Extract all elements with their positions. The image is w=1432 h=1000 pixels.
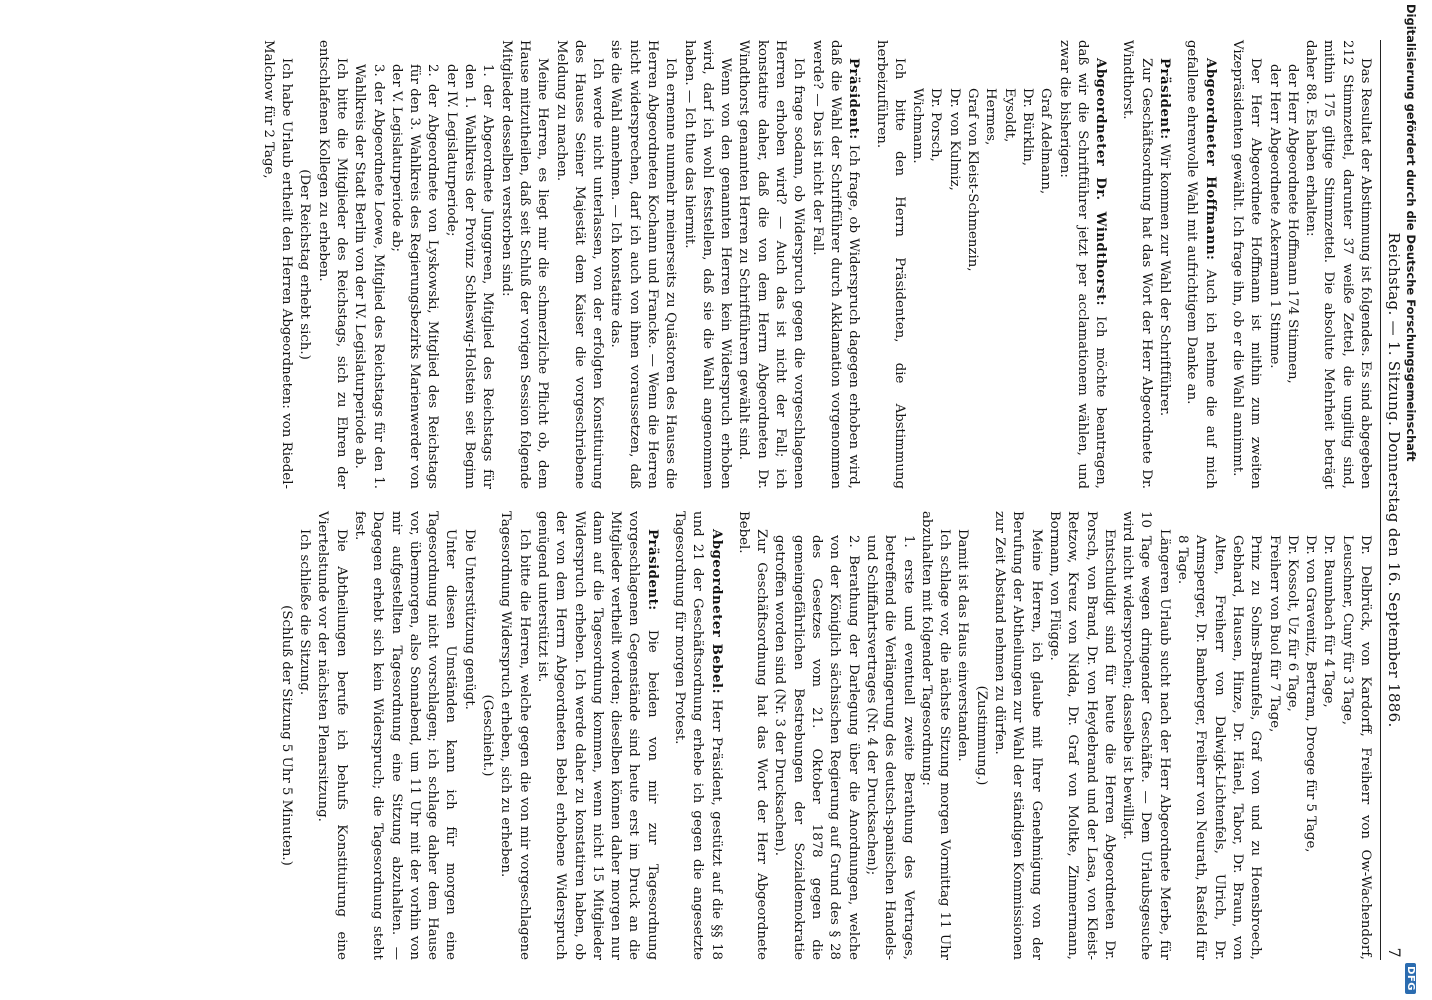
paragraph-text: Ich frage, ob Widerspruch dagegen erhoben wird, daß die Wahl der Schriftführer durch Akklamation vorgenommen werde? — Das ist nicht der Fall. xyxy=(809,40,862,489)
paragraph-text: Längeren Urlaub sucht nach der Herr Abgeordnete Merbe, für 10 Tage wegen dringender Geschäfte. — Dem Urlaubsgesuche wird nicht widersprochen; dasselbe ist bewilligt. xyxy=(1120,511,1172,960)
paragraph-text: Dr. von Gravenitz, Bertram, Droege für 5 Tage, xyxy=(1303,535,1319,853)
paragraph-text: Dr. Delbrück, von Kardorff, Freiherr von Ow-Wachendorf, Leuschner, Cuny für 3 Tage, xyxy=(1339,535,1373,960)
paragraph xyxy=(770,511,861,960)
paragraph xyxy=(496,40,551,489)
paragraph-text: Die Abtheilungen berufe ich behufs Konstituirung eine Viertelstunde vor der nächsten Plenarsitzung. xyxy=(315,511,349,960)
paragraph-text: Ich bitte die Herren, welche gegen die von mir vorgeschlagene Tagesordnung Widerspruch erheben, sich zu erheben. xyxy=(498,511,532,960)
paragraph xyxy=(1018,40,1036,489)
paragraph-text: Zur Geschäftsordnung hat das Wort der Herr Abgeordnete Bebel. xyxy=(735,511,770,960)
speaker-name: Präsident: xyxy=(1157,58,1173,140)
paragraph-gap xyxy=(1109,40,1118,489)
paragraph-text: Hermes, xyxy=(983,88,999,146)
paragraph xyxy=(926,40,944,489)
paragraph xyxy=(478,511,496,960)
paragraph xyxy=(1337,511,1374,960)
paragraph-text: Entschuldigt sind für heute die Herren Abgeordneten Dr. Porsch, von Brand, Dr. von Heydebrand und der Lasa, von Kleist-Retzow, Kreuz von Nidda, Dr. Graf von Moltke, Zimmermann, Bormann, von Flügge. xyxy=(1046,511,1117,960)
paragraph-text: Herr Präsident, gestützt auf die §§ 18 und 21 der Geschäftsordnung erhebe ich gegen die angesetzte Tagesordnung für morgen Protest. xyxy=(672,511,724,960)
page-header xyxy=(1381,40,1404,960)
paragraph xyxy=(313,511,350,960)
paragraph xyxy=(944,40,962,489)
paragraph xyxy=(1301,40,1374,489)
paragraph xyxy=(350,511,460,960)
speaker-name: Abgeordneter Hoffmann: xyxy=(1202,58,1218,261)
paragraph-text: 3. der Abgeordnete Loewe, Mitglied des Reichstags für den 1. Wahlkreis der Stadt Berlin von der IV. Legislaturperiode ab. xyxy=(352,64,386,489)
scanned-page xyxy=(90,0,1420,1000)
paragraph-text: Wir kommen zur Wahl der Schriftführer. xyxy=(1157,139,1173,417)
paragraph xyxy=(350,40,387,489)
paragraph xyxy=(971,511,989,960)
paragraph-text: 2. Berathung der Darlegung über die Anordnungen, welche von der Königlich sächsischen Regierung auf Grund des § 28 des Gesetzes vom 21. Oktober 1878 gegen die gemeingefährlichen Bestrebungen der Sozialdemokratie getroffen worden sind (Nr. 3 der Drucksachen). xyxy=(772,535,861,960)
paragraph-text: Ich habe Urlaub ertheilt den Herren Abgeordneten: von Riedel-Malchow für 2 Tage, xyxy=(260,40,295,489)
paragraph-text: Der Herr Abgeordnete Hoffmann ist mithin zum zweiten Vizepräsidenten gewählt. Ich frage ihn, ob er die Wahl annimmt. xyxy=(1229,40,1264,489)
paragraph-text: Ich werde nicht unterlassen, von der erfolgten Konstituirung des Hauses Seiner Majestät dem Kaiser die vorgeschriebene Meldung zu machen. xyxy=(553,40,606,489)
paragraph-text: Ich ernenne nunmehr meinerseits zu Quästoren des Hauses die Herren Abgeordneten Kochann und Francke. — Wenn die Herren nicht widersprechen, darf ich auch von ihnen voraussetzen, daß sie die Wahl annehmen. — Ich konstatire das. xyxy=(608,40,679,489)
paragraph xyxy=(1155,40,1173,489)
speaker-name: Abgeordneter Dr. Windthorst: xyxy=(1093,58,1109,307)
paragraph-text: Ich frage sodann, ob Widerspruch gegen die vorgeschlagenen Herren erhoben wird? — Auch das ist nicht der Fall; ich konstatire daher, daß die von dem Herrn Abgeordneten Dr. Windthorst genannten Herren zu Schriftführern gewählt sind. xyxy=(736,40,807,489)
digitization-credit xyxy=(1404,4,1418,994)
header-rule xyxy=(1380,40,1381,960)
paragraph-gap xyxy=(1219,40,1228,489)
paragraph xyxy=(276,511,294,960)
paragraph-gap xyxy=(725,511,734,960)
paragraph xyxy=(313,40,350,489)
paragraph-text: Ich bitte den Herrn Präsidenten, die Abstimmung herbeizuführen. xyxy=(873,40,907,489)
paragraph xyxy=(670,511,725,960)
speaker-name: Präsident: xyxy=(644,529,660,611)
paragraph-text: Prinz zu Solms-Braunfels, Graf von und zu Hoensbroech, Gebhard, Hausen, Hinze, Dr. Hänel, Tabor, Dr. Braun, von Alten, Freiherr von Dalwigk-Lichtenfels, Ulrich, Dr. Armsperger, Dr. Bamberger, Freiherr von Neurath, Rasfeld für 8 Tage. xyxy=(1175,535,1264,960)
paragraph-text: Meine Herren, es liegt mir die schmerzliche Pflicht ob, dem Hause mitzutheilen, daß seit Schluß der vorigen Session folgende Mitglieder desselben verstorben sind: xyxy=(498,40,551,489)
paragraph-text: Ich schließe die Sitzung. xyxy=(297,529,313,696)
paragraph xyxy=(1182,40,1219,489)
speaker-name: Abgeordneter Bebel: xyxy=(708,529,724,695)
paragraph-text: Eysoldt, xyxy=(1001,88,1017,143)
paragraph-text: der Herr Abgeordnete Hoffmann 174 Stimmen, xyxy=(1284,64,1300,384)
text-columns xyxy=(258,40,1374,960)
paragraph xyxy=(734,511,771,960)
paragraph xyxy=(295,40,313,489)
paragraph xyxy=(999,40,1017,489)
paragraph-text: 1. der Abgeordnete Junggreen, Mitglied des Reichstags für den 1. Wahlkreis der Provinz Schleswig-Holstein seit Beginn der IV. Legislaturperiode; xyxy=(443,64,496,489)
paragraph-text: Wichmann. xyxy=(910,88,926,164)
paragraph-text: (Geschieht.) xyxy=(480,694,496,777)
paragraph-text: Dr. Bürklin, xyxy=(1019,88,1035,167)
paragraph xyxy=(1118,40,1155,489)
credit-text: Digitalisierung gefördert durch die Deutsche Forschungsgemeinschaft xyxy=(1404,4,1418,462)
left-column xyxy=(258,40,1374,489)
paragraph-text: Graf von Kleist-Schmenzin, xyxy=(965,88,981,272)
paragraph xyxy=(459,511,477,960)
paragraph xyxy=(551,40,606,489)
paragraph-text: Auch ich nehme die auf mich gefallene ehrenvolle Wahl mit aufrichtigem Danke an. xyxy=(1184,40,1218,489)
paragraph xyxy=(1228,40,1265,489)
paragraph-text: (Der Reichstag erhebt sich.) xyxy=(297,169,313,360)
paragraph xyxy=(1173,511,1264,960)
paragraph xyxy=(258,40,295,489)
paragraph xyxy=(871,40,908,489)
paragraph xyxy=(533,511,661,960)
right-column xyxy=(258,511,1374,960)
paragraph xyxy=(1319,511,1337,960)
paragraph xyxy=(963,40,981,489)
paragraph-text: Dr. Kossolt, Uz für 6 Tage, xyxy=(1284,535,1300,712)
paragraph-text: Wenn von den genannten Herren kein Widerspruch erhoben wird, darf ich wohl feststellen, daß sie die Wahl angenommen haben. — Ich thue das hiermit. xyxy=(681,40,734,489)
paragraph xyxy=(679,40,734,489)
paragraph xyxy=(387,40,442,489)
paragraph-text: Unter diesen Umständen kann ich für morgen eine Tagesordnung nicht vorschlagen; ich schlage daher dem Hause vor, übermorgen, also Sonnabend, um 11 Uhr mit der vorhin von mir aufgestellten Tagesordnung eine Sitzung abzuhalten. — Dagegen erhebt sich kein Widerspruch; die Tagesordnung steht fest. xyxy=(351,511,459,960)
paragraph-text: Das Resultat der Abstimmung ist folgendes. Es sind abgegeben 212 Stimmzettel, darunter 37 weiße Zettel, die ungiltig sind, mithin 175 giltige Stimmzettel. Die absolute Mehrheit beträgt daher 88. Es haben erhalten: xyxy=(1303,40,1373,489)
paragraph xyxy=(908,40,926,489)
paragraph-text: Dr. Porsch, xyxy=(928,88,944,162)
running-title: Reichstag. — 1. Sitzung. Donnerstag den 16. September 1886. xyxy=(1385,232,1403,728)
paragraph-text: (Schluß der Sitzung 5 Uhr 5 Minuten.) xyxy=(278,605,294,866)
paragraph xyxy=(1036,40,1054,489)
paragraph xyxy=(734,40,807,489)
paragraph xyxy=(1118,511,1173,960)
paragraph-text: Meine Herren, ich glaube mit Ihrer Genehmigung von der Berufung der Abtheilungen zur Wahl der ständigen Kommissionen zur Zeit Abstand nehmen zu dürfen. xyxy=(992,511,1044,960)
paragraph xyxy=(862,511,917,960)
dfg-logo: DFG xyxy=(1406,963,1417,994)
paragraph xyxy=(807,40,862,489)
paragraph xyxy=(1301,511,1319,960)
paragraph-text: der Herr Abgeordnete Ackermann 1 Stimme. xyxy=(1266,64,1282,369)
paragraph-gap xyxy=(1173,40,1182,489)
paragraph xyxy=(1054,40,1109,489)
paragraph xyxy=(295,511,313,960)
paragraph-text: 2. der Abgeordnete von Lyskowski, Mitglied des Reichstags für den 3. Wahlkreis des Regierungsbezirks Marienwerder von der V. Legislaturperiode ab; xyxy=(388,64,441,489)
paragraph xyxy=(981,40,999,489)
paragraph-text: 1. erste und eventuell zweite Berathung des Vertrages, betreffend die Verlängerung des deutsch-spanischen Handels- und Schiffahrtsvertrages (Nr. 4 der Drucksachen); xyxy=(863,535,916,960)
paragraph-text: Damit ist das Haus einverstanden. xyxy=(955,529,971,762)
paragraph xyxy=(917,511,954,960)
paragraph-text: Zur Geschäftsordnung hat das Wort der Herr Abgeordnete Dr. Windthorst. xyxy=(1120,40,1154,489)
paragraph xyxy=(1045,511,1118,960)
paragraph xyxy=(1264,511,1282,960)
paragraph-text: Dr. Baumbach für 4 Tage, xyxy=(1321,535,1337,708)
paragraph-text: Graf Adelmann, xyxy=(1038,88,1054,195)
page-number: 7 xyxy=(1385,947,1404,958)
paragraph xyxy=(1264,40,1282,489)
paragraph xyxy=(606,40,679,489)
paragraph-text: Ich schlage vor, die nächste Sitzung morgen Vormittag 11 Uhr abzuhalten mit folgender Tagesordnung: xyxy=(918,511,953,960)
paragraph xyxy=(441,40,496,489)
paragraph-text: Dr. von Kulmiz, xyxy=(946,88,962,191)
paragraph-gap xyxy=(862,40,871,489)
paragraph xyxy=(1283,40,1301,489)
paragraph-text: (Zustimmung.) xyxy=(973,685,989,786)
paragraph xyxy=(496,511,533,960)
speaker-name: Präsident: xyxy=(846,58,862,140)
paragraph-text: Freiherr von Buol für 7 Tage, xyxy=(1266,535,1282,733)
paragraph xyxy=(990,511,1045,960)
paragraph-text: Die Unterstützung genügt. xyxy=(461,529,477,710)
paragraph xyxy=(1283,511,1301,960)
paragraph-gap xyxy=(661,511,670,960)
paragraph xyxy=(953,511,971,960)
paragraph-text: Ich bitte die Mitglieder des Reichstags, sich zu Ehren der entschlafenen Kollegen zu erheben. xyxy=(315,40,349,489)
paragraph-text: Die beiden von mir zur Tagesordnung vorgeschlagenen Gegenstände sind heute erst im Druck an die Mitglieder vertheilt worden; dieselben können daher morgen nur dann auf die Tagesordnung kommen, wenn nicht 15 Mitglieder Widerspruch erheben. Ich werde daher zu konstatiren haben, ob der von dem Herrn Abgeordneten Bebel erhobene Widerspruch genügend unterstützt ist. xyxy=(534,511,660,960)
paragraph-text: Ich möchte beantragen, daß wir die Schriftführer jetzt per acclamationem wählen, und zwar die bisherigen: xyxy=(1056,40,1109,490)
